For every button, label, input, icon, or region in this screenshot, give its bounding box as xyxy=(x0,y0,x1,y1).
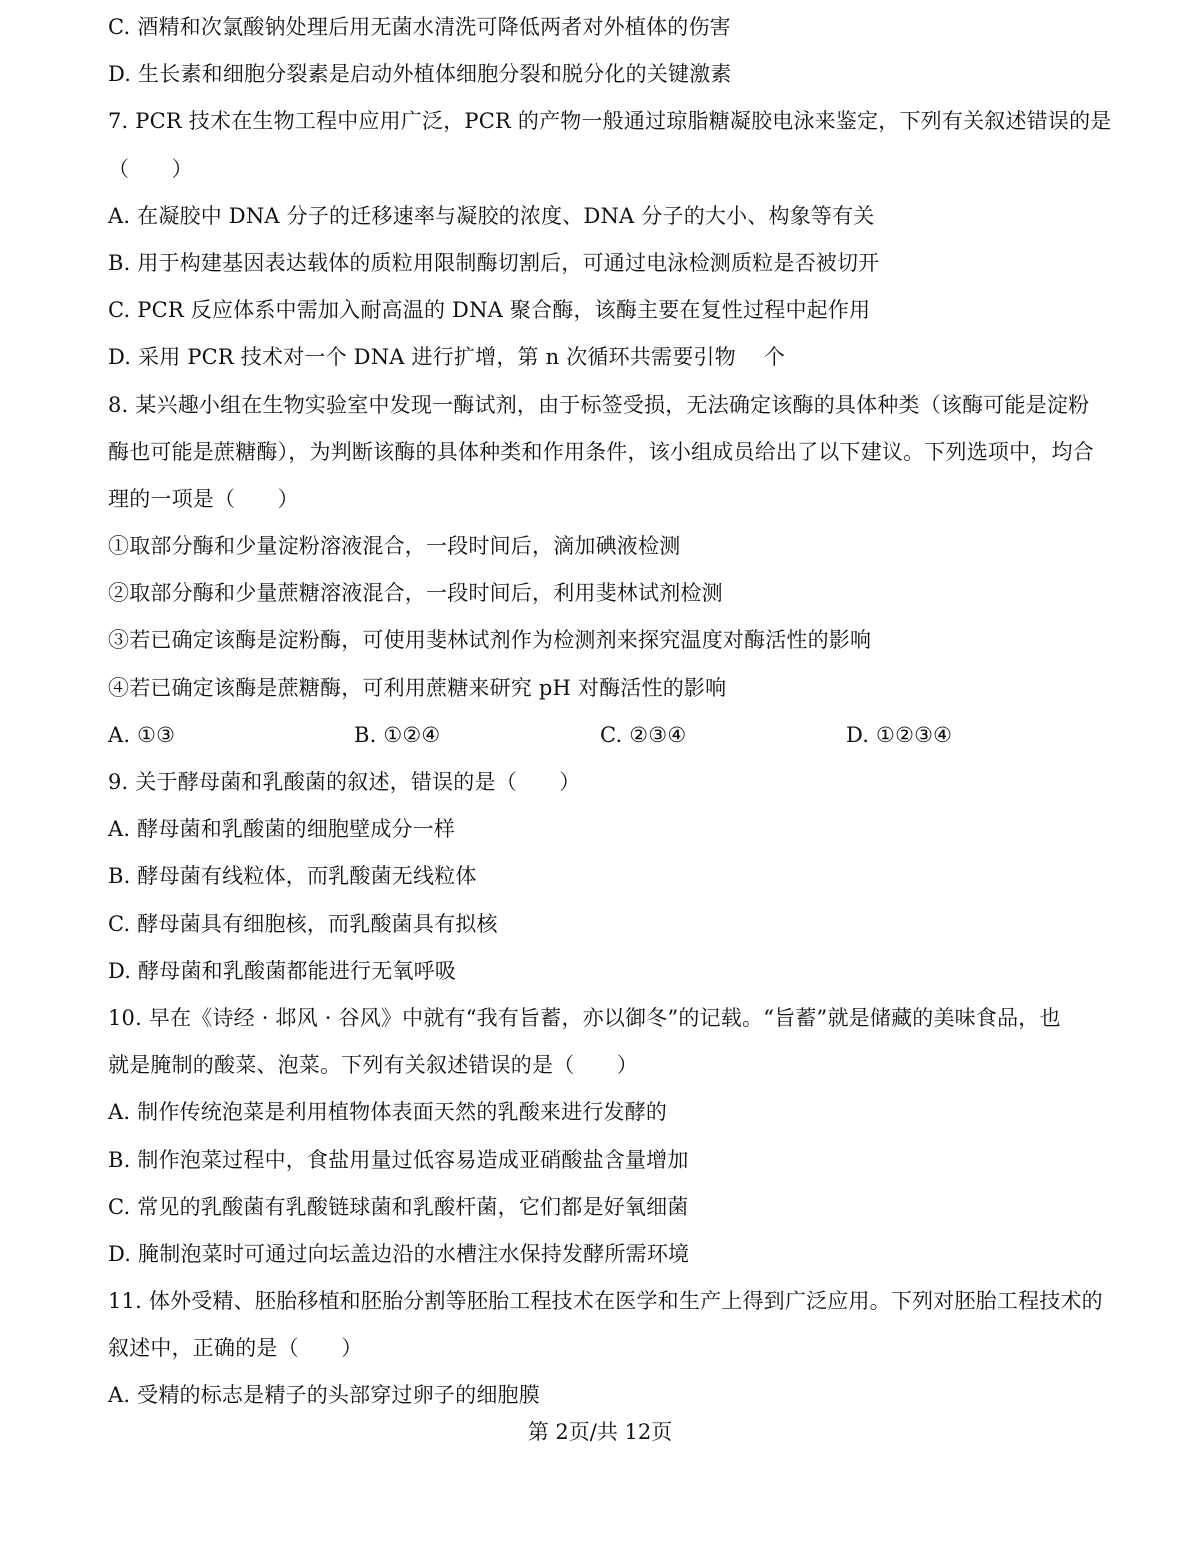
option-10b: B. 制作泡菜过程中，食盐用量过低容易造成亚硝酸盐含量增加 xyxy=(108,1147,689,1172)
page-content xyxy=(108,4,1112,1420)
option-9d: D. 酵母菌和乳酸菌都能进行无氧呼吸 xyxy=(108,958,457,983)
question-8-stem-line-2: 酶也可能是蔗糖酶），为判断该酶的具体种类和作用条件，该小组成员给出了以下建议。下列选项中，均合 xyxy=(108,439,1094,464)
option-10c: C. 常见的乳酸菌有乳酸链球菌和乳酸杆菌，它们都是好氧细菌 xyxy=(108,1194,689,1219)
question-7-stem: 7. PCR 技术在生物工程中应用广泛，PCR 的产物一般通过琼脂糖凝胶电泳来鉴定，下列有关叙述错误的是 xyxy=(108,109,1112,134)
option-8d: D. ①②③④ xyxy=(846,722,953,747)
option-6d: D. 生长素和细胞分裂素是启动外植体细胞分裂和脱分化的关键激素 xyxy=(108,62,732,87)
statement-1: ①取部分酶和少量淀粉溶液混合，一段时间后，滴加碘液检测 xyxy=(108,534,681,559)
question-10-stem-line-1: 10. 早在《诗经 · 邶风 · 谷风》中就有“我有旨蓄，亦以御冬”的记载。“旨蓄”就是储藏的美味食品，也 xyxy=(108,1005,1061,1030)
option-7d: D. 采用 PCR 技术对一个 DNA 进行扩增，第 n 次循环共需要引物 个 xyxy=(108,345,786,370)
option-8b: B. ①②④ xyxy=(354,722,441,747)
option-8c: C. ②③④ xyxy=(600,722,687,747)
option-9a: A. 酵母菌和乳酸菌的细胞壁成分一样 xyxy=(108,817,456,842)
question-8-stem-line-3: 理的一项是（ ） xyxy=(108,486,299,511)
question-8-stem-line-1: 8. 某兴趣小组在生物实验室中发现一酶试剂，由于标签受损，无法确定该酶的具体种类（该酶可能是淀粉 xyxy=(108,392,1090,417)
statement-4: ④若已确定该酶是蔗糖酶，可利用蔗糖来研究 pH 对酶活性的影响 xyxy=(108,675,727,700)
question-11-stem-line-2: 叙述中，正确的是（ ） xyxy=(108,1336,363,1361)
statement-2: ②取部分酶和少量蔗糖溶液混合，一段时间后，利用斐林试剂检测 xyxy=(108,581,723,606)
option-11a: A. 受精的标志是精子的头部穿过卵子的细胞膜 xyxy=(108,1383,540,1408)
question-8-options xyxy=(108,712,1098,759)
page-number: 第 2页/共 12页 xyxy=(527,1420,673,1444)
option-10d: D. 腌制泡菜时可通过向坛盖边沿的水槽注水保持发酵所需环境 xyxy=(108,1241,690,1266)
question-9-stem: 9. 关于酵母菌和乳酸菌的叙述，错误的是（ ） xyxy=(108,770,581,794)
question-11-stem-line-1: 11. 体外受精、胚胎移植和胚胎分割等胚胎工程技术在医学和生产上得到广泛应用。下列对胚胎工程技术的 xyxy=(108,1289,1103,1314)
option-9c: C. 酵母菌具有细胞核，而乳酸菌具有拟核 xyxy=(108,911,498,936)
question-10-stem-line-2: 就是腌制的酸菜、泡菜。下列有关叙述错误的是（ ） xyxy=(108,1053,638,1078)
option-10a: A. 制作传统泡菜是利用植物体表面天然的乳酸来进行发酵的 xyxy=(108,1100,668,1125)
option-9b: B. 酵母菌有线粒体，而乳酸菌无线粒体 xyxy=(108,864,477,889)
option-7a: A. 在凝胶中 DNA 分子的迁移速率与凝胶的浓度、DNA 分子的大小、构象等有关 xyxy=(108,203,875,228)
statement-3: ③若已确定该酶是淀粉酶，可使用斐林试剂作为检测剂来探究温度对酶活性的影响 xyxy=(108,628,872,653)
option-7b: B. 用于构建基因表达载体的质粒用限制酶切割后，可通过电泳检测质粒是否被切开 xyxy=(108,250,880,275)
option-6c: C. 酒精和次氯酸钠处理后用无菌水清洗可降低两者对外植体的伤害 xyxy=(108,15,731,39)
question-7-bracket: （ ） xyxy=(108,156,193,181)
option-7c: C. PCR 反应体系中需加入耐高温的 DNA 聚合酶，该酶主要在复性过程中起作用 xyxy=(108,298,871,323)
option-8a: A. ①③ xyxy=(108,722,176,747)
